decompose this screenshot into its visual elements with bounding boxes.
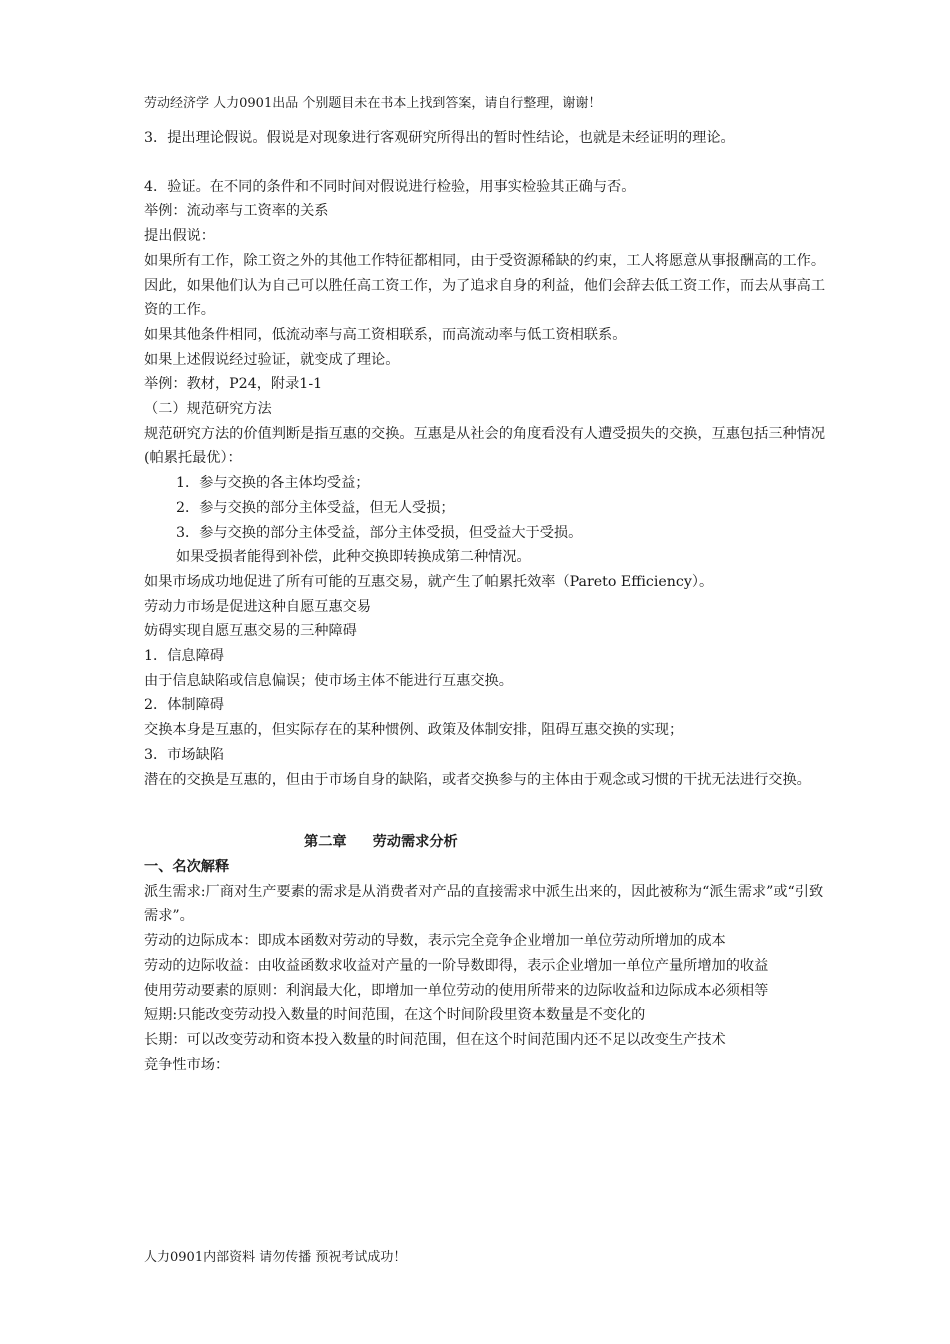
definition: 劳动的边际成本：即成本函数对劳动的导数，表示完全竞争企业增加一单位劳动所增加的成本 — [144, 933, 726, 950]
list-item: 3．参与交换的部分主体受益，部分主体受损，但受益大于受损。 — [176, 524, 583, 541]
definition: 长期：可以改变劳动和资本投入数量的时间范围，但在这个时间范围内还不足以改变生产技术 — [144, 1031, 726, 1048]
definition: 劳动的边际收益：由收益函数求收益对产量的一阶导数即得，表示企业增加一单位产量所增加的收益 — [144, 957, 769, 974]
list-item: 1．信息障碍 — [144, 648, 224, 665]
section-heading: 一、名次解释 — [144, 858, 230, 875]
chapter-name: 劳动需求分析 — [372, 834, 458, 851]
page-header: 劳动经济学 人力0901出品 个别题目未在书本上找到答案，请自行整理，谢谢！ — [144, 96, 602, 111]
paragraph: 如果受损者能得到补偿，此种交换即转换成第二种情况。 — [176, 549, 531, 566]
definition: 竞争性市场： — [144, 1056, 230, 1073]
paragraph: 妨碍实现自愿互惠交易的三种障碍 — [144, 623, 357, 640]
chapter-title — [144, 830, 834, 855]
paragraph: 举例：流动率与工资率的关系 — [144, 203, 329, 220]
blank-line — [144, 792, 834, 830]
paragraph: 举例：教材，P24，附录1-1 — [144, 376, 323, 393]
list-item: 3．市场缺陷 — [144, 746, 224, 763]
document-body — [144, 126, 834, 1077]
paragraph: 如果所有工作，除工资之外的其他工作特征都相同，由于受资源稀缺的约束，工人将愿意从事报酬高的工作。因此，如果他们认为自己可以胜任高工资工作，为了追求自身的利益，他们会辞去低工资工作，而去从事高工资的工作。 — [144, 252, 826, 319]
list-item: 1．参与交换的各主体均受益； — [176, 475, 370, 492]
paragraph: 规范研究方法的价值判断是指互惠的交换。互惠是从社会的角度看没有人遭受损失的交换，互惠包括三种情况(帕累托最优）： — [144, 425, 826, 467]
paragraph: 如果上述假说经过验证，就变成了理论。 — [144, 351, 400, 368]
paragraph: 提出假说： — [144, 228, 215, 245]
blank-line — [144, 151, 834, 175]
paragraph: 如果市场成功地促进了所有可能的互惠交易，就产生了帕累托效率（Pareto Efficiency）。 — [144, 573, 714, 590]
paragraph: 交换本身是互惠的，但实际存在的某种惯例、政策及体制安排，阻碍互惠交换的实现； — [144, 722, 684, 739]
paragraph: 4．验证。在不同的条件和不同时间对假说进行检验，用事实检验其正确与否。 — [144, 178, 636, 195]
list-item: 2．体制障碍 — [144, 697, 224, 714]
section-subheading: （二）规范研究方法 — [144, 401, 272, 418]
paragraph: 由于信息缺陷或信息偏误；使市场主体不能进行互惠交换。 — [144, 672, 513, 689]
paragraph: 劳动力市场是促进这种自愿互惠交易 — [144, 598, 372, 615]
list-item: 2．参与交换的部分主体受益，但无人受损； — [176, 499, 455, 516]
page-footer: 人力0901内部资料 请勿传播 预祝考试成功！ — [144, 1250, 407, 1265]
definition: 短期:只能改变劳动投入数量的时间范围，在这个时间阶段里资本数量是不变化的 — [144, 1007, 646, 1024]
chapter-number: 第二章 — [304, 834, 347, 851]
definition: 使用劳动要素的原则：利润最大化，即增加一单位劳动的使用所带来的边际收益和边际成本必须相等 — [144, 982, 769, 999]
paragraph: 如果其他条件相同，低流动率与高工资相联系，而高流动率与低工资相联系。 — [144, 326, 627, 343]
definition: 派生需求:厂商对生产要素的需求是从消费者对产品的直接需求中派生出来的，因此被称为“派生需求”或“引致需求”。 — [144, 883, 824, 925]
paragraph: 潜在的交换是互惠的，但由于市场自身的缺陷，或者交换参与的主体由于观念或习惯的干扰无法进行交换。 — [144, 771, 811, 788]
paragraph: 3．提出理论假说。假说是对现象进行客观研究所得出的暂时性结论，也就是未经证明的理论。 — [144, 130, 735, 146]
